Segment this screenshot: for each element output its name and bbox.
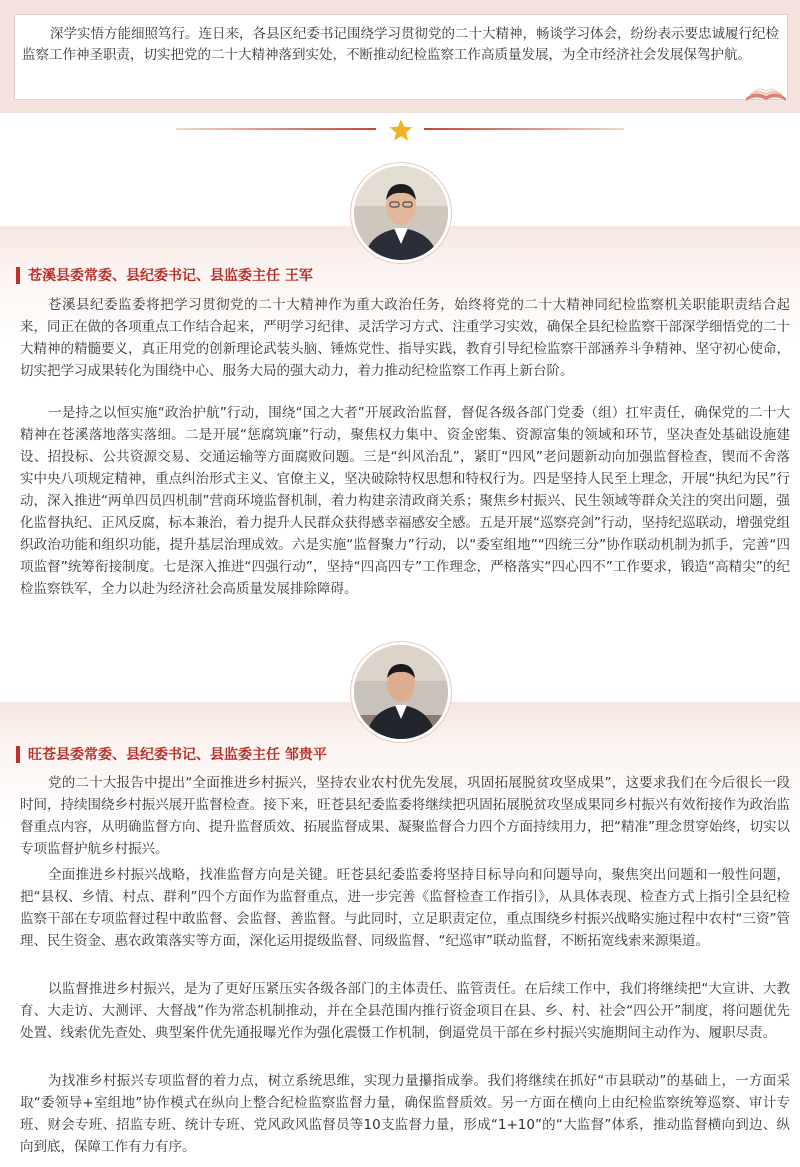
intro-text: 深学实悟方能细照笃行。连日来，各县区纪委书记围绕学习贯彻党的二十大精神，畅谈学习体会，纷纷表示要忠诚履行纪检监察工作神圣职责，切实把党的二十大精神落到实处，不断推动纪检监察工作高质量发展，为全市经济社会发展保驾护航。 (22, 26, 779, 63)
section-2-heading-text: 旺苍县委常委、县纪委书记、县监委主任 邹贵平 (28, 747, 327, 763)
section-2-paragraph-4: 为找准乡村振兴专项监督的着力点，树立系统思维，实现力量攥指成拳。我们将继续在抓好“市县联动”的基础上，一方面采取“委领导+室组地”协作模式在纵向上整合纪检监察监督力量，确保监督质效。另一方面在横向上由纪检监察统筹巡察、审计专班、财会专班、招监专班、统计专班、党风政风监督员等10支监督力量，形成“1+10”的“大监督”体系，推动监督横向到边、纵向到底，保障工作有力有序。 (20, 1073, 790, 1155)
section-1-heading (16, 266, 313, 284)
section-2-paragraph-1: 党的二十大报告中提出“全面推进乡村振兴，坚持农业农村优先发展，巩固拓展脱贫攻坚成果”，这要求我们在今后很长一段时间，持续围绕乡村振兴展开监督检查。接下来，旺苍县纪委监委将继续把巩固拓展脱贫攻坚成果同乡村振兴有效衔接作为政治监督重点内容，从明确监督方向、提升监督质效、拓展监督成果、凝聚监督合力四个方面持续用力，把“精准”理念贯穿始终，切实以专项监督护航乡村振兴。 (20, 775, 790, 857)
book-icon (744, 80, 788, 102)
heading-accent-bar (16, 746, 20, 763)
heading-accent-bar (16, 267, 20, 284)
avatar-wang-jun (351, 163, 451, 263)
section-2-paragraph-2: 全面推进乡村振兴战略，找准监督方向是关键。旺苍县纪委监委将坚持目标导向和问题导向，聚焦突出问题和一般性问题，把“县权、乡情、村点、群利”四个方面作为监督重点，进一步完善《监督检查工作指引》，从具体表现、检查方式上指引全县纪检监察干部在专项监督过程中敢监督、会监督、善监督。与此同时，立足职责定位，重点围绕乡村振兴战略实施过程中农村“三资”管理、民生资金、惠农政策落实等方面，深化运用提级监督、同级监督、“纪巡审”联动监督，不断拓宽线索来源渠道。 (20, 867, 790, 949)
avatar-zou-guiping (351, 642, 451, 742)
section-2-paragraph-3: 以监督推进乡村振兴，是为了更好压紧压实各级各部门的主体责任、监管责任。在后续工作中，我们将继续把“大宣讲、大教育、大走访、大测评、大督战”作为常态机制推动，并在全县范围内推行资金项目在县、乡、村、社会“四公开”制度，将问题优先处置、线索优先查处、典型案件优先通报曝光作为强化震慑工作机制，倒逼党员干部在乡村振兴实施期间主动作为、履职尽责。 (20, 981, 790, 1041)
star-icon (389, 118, 413, 142)
divider-left (176, 128, 376, 130)
divider-right (424, 128, 624, 130)
section-1-paragraph-1: 苍溪县纪委监委将把学习贯彻党的二十大精神作为重大政治任务，始终将党的二十大精神同纪检监察机关职能职责结合起来，同正在做的各项重点工作结合起来，严明学习纪律、灵活学习方式、注重学习实效，确保全县纪检监察干部深学细悟党的二十大精神的精髓要义，真正用党的创新理论武装头脑、锤炼党性、指导实践，教育引导纪检监察干部涵养斗争精神、坚守初心使命，切实把学习成果转化为围绕中心、服务大局的强大动力，着力推动纪检监察工作再上新台阶。 (20, 297, 790, 379)
section-1-paragraph-2: 一是持之以恒实施“政治护航”行动，围绕“国之大者”开展政治监督，督促各级各部门党委（组）扛牢责任，确保党的二十大精神在苍溪落地落实落细。二是开展“惩腐筑廉”行动，聚焦权力集中、资金密集、资源富集的领域和环节，坚决查处基础设施建设、招投标、公共资源交易、交通运输等方面腐败问题。三是“纠风治乱”，紧盯“四风”老问题新动向加强监督检查，锲而不舍落实中央八项规定精神，重点纠治形式主义、官僚主义，坚决破除特权思想和特权行为。四是坚持人民至上理念，开展“执纪为民”行动，深入推进“两单四员四机制”营商环境监督机制，着力构建亲清政商关系；聚焦乡村振兴、民生领域等群众关注的突出问题，强化监督执纪、正风反腐，标本兼治，着力提升人民群众获得感幸福感安全感。五是开展“巡察亮剑”行动，坚持纪巡联动，增强党组织政治功能和组织功能，提升基层治理成效。六是实施“监督聚力”行动，以“委室组地”“四统三分”协作联动机制为抓手，完善“四项监督”统筹衔接制度。七是深入推进“四强行动”，坚持“四高四专”工作理念，严格落实“四心四不”工作要求，锻造“高精尖”的纪检监察铁军，全力以赴为经济社会高质量发展排除障碍。 (20, 405, 790, 597)
section-1-heading-text: 苍溪县委常委、县纪委书记、县监委主任 王军 (28, 268, 313, 284)
section-2-heading (16, 745, 327, 763)
intro-background (0, 0, 800, 113)
